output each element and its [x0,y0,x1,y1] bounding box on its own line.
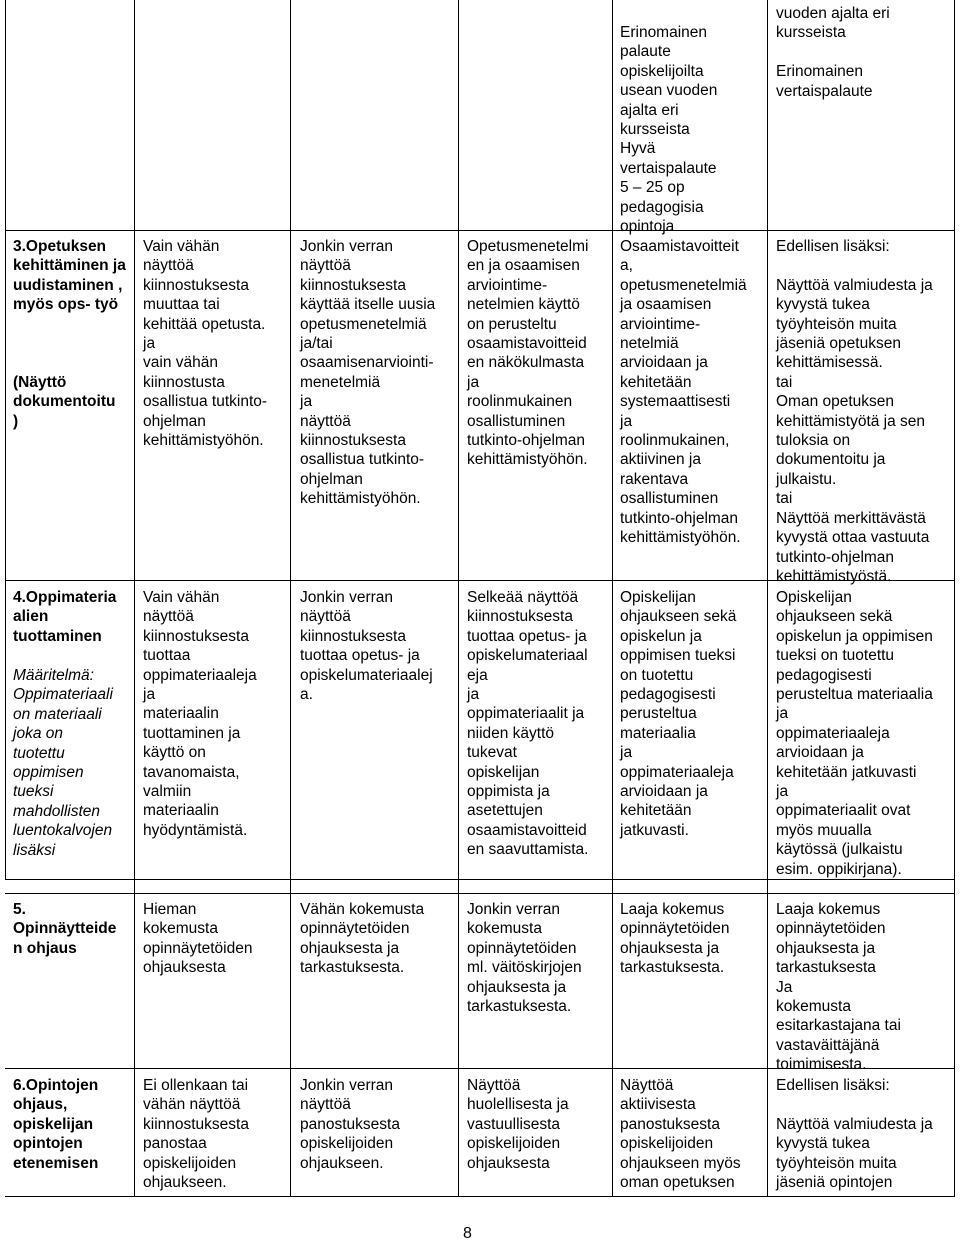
grid-line [134,0,135,1196]
cell-r4-c2: Jonkin verran näyttöä kiinnostuksesta tuottaa opetus- ja opiskelumateriaalej a. [300,589,433,704]
cell-r3-c4: Osaamistavoitteit a, opetusmenetelmiä ja osaamisen arviointime- netelmiä arvioidaan ja kehitetään systemaattisesti ja roolinmukainen, aktiivinen ja rakentava osallistuminen tutkinto-ohjelman kehittämistyöhön. [620,238,747,547]
criterion-3-note: (Näyttö dokumentoitu ) [13,374,116,430]
grid-line [5,879,955,880]
grid-line [5,0,6,880]
cell-r6-c3: Näyttöä huolellisesta ja vastuullisesta opiskelijoiden ohjauksesta [467,1077,569,1172]
cell-r5-c2: Vähän kokemusta opinnäytetöiden ohjauksesta ja tarkastuksesta. [300,901,425,977]
cell-r5-c3: Jonkin verran kokemusta opinnäytetöiden ml. väitöskirjojen ohjauksesta ja tarkastuksesta. [467,901,582,1016]
page-number: 8 [463,1225,472,1242]
grid-line [5,230,955,231]
cell-r6-c1: Ei ollenkaan tai vähän näyttöä kiinnostuksesta panostaa opiskelijoiden ohjaukseen. [143,1077,249,1192]
grid-line [458,0,459,1196]
cell-r6-c5: Edellisen lisäksi: Näyttöä valmiudesta ja kyvystä tukea työyhteisön muita jäseniä opintojen [776,1077,933,1192]
grid-line [290,0,291,1196]
criterion-4: 4.Oppimateria alien tuottaminen [13,589,117,645]
cell-r3-c1: Vain vähän näyttöä kiinnostuksesta muuttaa tai kehittää opetusta. ja vain vähän kiinnostusta osallistua tutkinto- ohjelman kehittämistyöhön. [143,238,268,450]
cell-r4-c5: Opiskelijan ohjaukseen sekä opiskelun ja oppimisen tueksi on tuotettu pedagogisesti perusteltua materiaalia ja oppimateriaaleja arvioidaan ja kehitetään jatkuvasti ja oppimateriaalit ovat myös muualla käytössä (julkaistu esim. oppikirjana). [776,589,933,878]
criterion-6: 6.Opintojen ohjaus, opiskelijan opintojen etenemisen [13,1077,99,1172]
criterion-4-note: Määritelmä: Oppimateriaali on materiaali joka on tuotettu oppimisen tueksi mahdollisten luentokalvojen lisäksi [13,667,113,859]
cell-r6-c4: Näyttöä aktiivisesta panostuksesta opiskelijoiden ohjaukseen myös oman opetuksen [620,1077,741,1192]
grid-line [612,0,613,1196]
cell-r4-c3: Selkeää näyttöä kiinnostuksesta tuottaa opetus- ja opiskelumateriaal eja ja oppimateriaalit ja niiden käyttö tukevat opiskelijan oppimista ja asetettujen osaamistavoitteid en saavuttamista. [467,589,589,859]
cell-r3-c3: Opetusmenetelmi en ja osaamisen arviointime- netelmien käyttö on perusteltu osaamistavoitteid en näkökulmasta ja roolinmukainen osallistuminen tutkinto-ohjelman kehittämistyöhön. [467,238,589,469]
cell-r2-c5: vuoden ajalta eri kursseista Erinomainen vertaispalaute [776,5,890,100]
grid-line [767,0,768,1196]
cell-r5-c5: Laaja kokemus opinnäytetöiden ohjauksesta ja tarkastuksesta Ja kokemusta esitarkastajana tai vastaväittäjänä toimimisesta. [776,901,901,1074]
cell-r2-c4: Erinomainen palaute opiskelijoilta usean vuoden ajalta eri kursseista Hyvä vertaispalaute 5 – 25 op pedagogisia opintoja [620,24,718,236]
criterion-5: 5. Opinnäytteide n ohjaus [13,901,117,957]
cell-r4-c1: Vain vähän näyttöä kiinnostuksesta tuottaa oppimateriaaleja ja materiaalin tuottaminen ja käyttö on tavanomaista, valmiin materiaalin hyödyntämistä. [143,589,257,839]
cell-r3-c5: Edellisen lisäksi: Näyttöä valmiudesta ja kyvystä tukea työyhteisön muita jäseniä opetuksen kehittämisessä. tai Oman opetuksen kehittämistyötä ja sen tuloksia on dokumentoitu ja julkaistu. tai Näyttöä merkittävästä kyvystä ottaa vastuuta tutkinto-ohjelman kehittämistyöstä. [776,238,933,585]
cell-r6-c2: Jonkin verran näyttöä panostuksesta opiskelijoiden ohjaukseen. [300,1077,400,1172]
cell-r3-c2: Jonkin verran näyttöä kiinnostuksesta käyttää itselle uusia opetusmenetelmiä ja/tai osaamisenarviointi- menetelmiä ja näyttöä kiinnostuksesta osallistua tutkinto- ohjelman kehittämistyöhön. [300,238,436,508]
criterion-3: 3.Opetuksen kehittäminen ja uudistaminen , myös ops- työ [13,238,126,314]
cell-r5-c1: Hieman kokemusta opinnäytetöiden ohjauksesta [143,901,253,977]
cell-r4-c4: Opiskelijan ohjaukseen sekä opiskelun ja oppimisen tueksi on tuotettu pedagogisesti perusteltua materiaalia ja oppimateriaaleja arvioidaan ja kehitetään jatkuvasti. [620,589,737,839]
grid-line [5,893,955,894]
cell-r5-c4: Laaja kokemus opinnäytetöiden ohjauksesta ja tarkastuksesta. [620,901,730,977]
grid-line [954,0,955,1196]
grid-line [5,1196,955,1197]
